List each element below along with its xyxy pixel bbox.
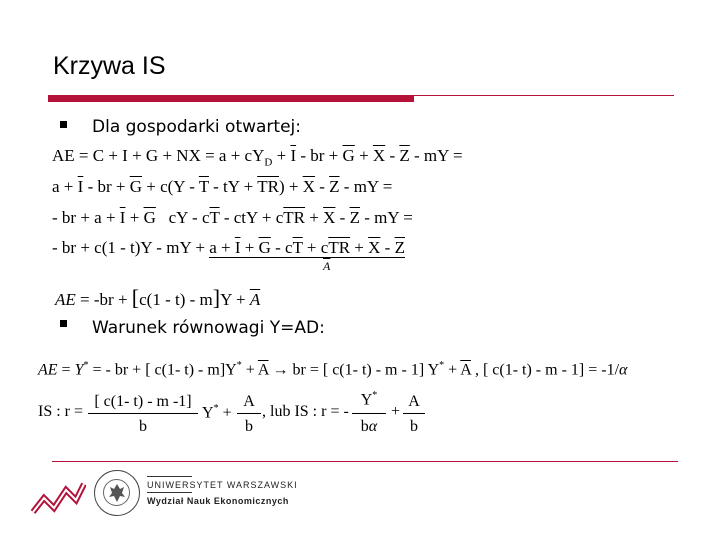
equation-line-6: AE = Y* = - br + [ c(1- $t) - m]Y^* + \overline{A}$ → br = [ c(1- t) - m - 1] $Y^* + \overline{A}$ , [ c(1- t) - m - 1] = -1/α <box>38 360 628 379</box>
fraction-1-denominator: b <box>139 418 147 435</box>
title-underline-line <box>414 95 674 96</box>
equation-line-4: - br + c(1 - t)Y - mY + $a + \overline{I} + \overline{G} - c\overline{T} + c\overline{TR} + \overline{X} - \overline{Z}$ <box>52 238 405 257</box>
equation-line-4-label: $\overline{A}$ <box>323 259 331 273</box>
fraction-3-bar <box>352 413 386 414</box>
bullet-text-open-economy: Dla gospodarki otwartej: <box>92 117 301 137</box>
equation-line-5: AE = $-br + [c(1 - t) - m]Y + \overline{A}$ <box>55 285 261 310</box>
equation-line-7-plus: + <box>391 403 401 420</box>
university-seal-icon <box>94 470 140 516</box>
fraction-2-denominator: b <box>245 418 253 435</box>
fraction-4-numerator: A <box>408 393 420 410</box>
bullet-text-equilibrium: Warunek równowagi Y=AD: <box>92 318 325 338</box>
slide-title: Krzywa IS <box>53 52 166 80</box>
footer-rule-top <box>147 476 192 477</box>
equation-line-1: AE = C + I + G + NX = $a + cY_D + \overline{I}$ - br + $\overline{G} + \overline{X} - \overline{Z}$ - mY = <box>52 146 463 169</box>
equation-line-7-mid: , lub IS : r = - <box>262 403 349 420</box>
faculty-logo-icon <box>30 478 86 516</box>
faculty-name: Wydział Nauk Ekonomicznych <box>147 496 289 506</box>
equation-line-2: $a + \overline{I}$ - br + $\overline{G} + c(Y - \overline{T}$ - tY + $\overline{TR}) + \overline{X} - \overline{Z}$ - mY = <box>52 177 393 196</box>
bullet-square-icon <box>60 320 67 327</box>
fraction-2-bar <box>237 413 261 414</box>
title-underline-bar <box>48 95 414 102</box>
equation-line-3: - br + $a + \overline{I} + \overline{G}$ cY - $c\overline{T}$ - ctY + $c\overline{TR} + \overline{X} - \overline{Z}$ - mY = <box>52 208 413 227</box>
fraction-3-numerator: Y* <box>360 390 378 409</box>
fraction-3-denominator: bα <box>360 418 378 435</box>
footer-rule-middle <box>147 492 192 493</box>
fraction-1-bar <box>88 413 198 414</box>
fraction-1-numerator: [ c(1- t) - m -1] <box>94 393 192 410</box>
fraction-4-denominator: b <box>410 418 418 435</box>
equation-line-7-y: Y* + <box>202 403 232 422</box>
fraction-2-numerator: A <box>243 393 255 410</box>
fraction-4-bar <box>403 413 425 414</box>
university-name: UNIWERSYTET WARSZAWSKI <box>147 480 298 490</box>
footer-divider <box>52 461 678 462</box>
equation-line-7-lhs: IS : r = <box>38 403 84 420</box>
bullet-square-icon <box>60 121 67 128</box>
